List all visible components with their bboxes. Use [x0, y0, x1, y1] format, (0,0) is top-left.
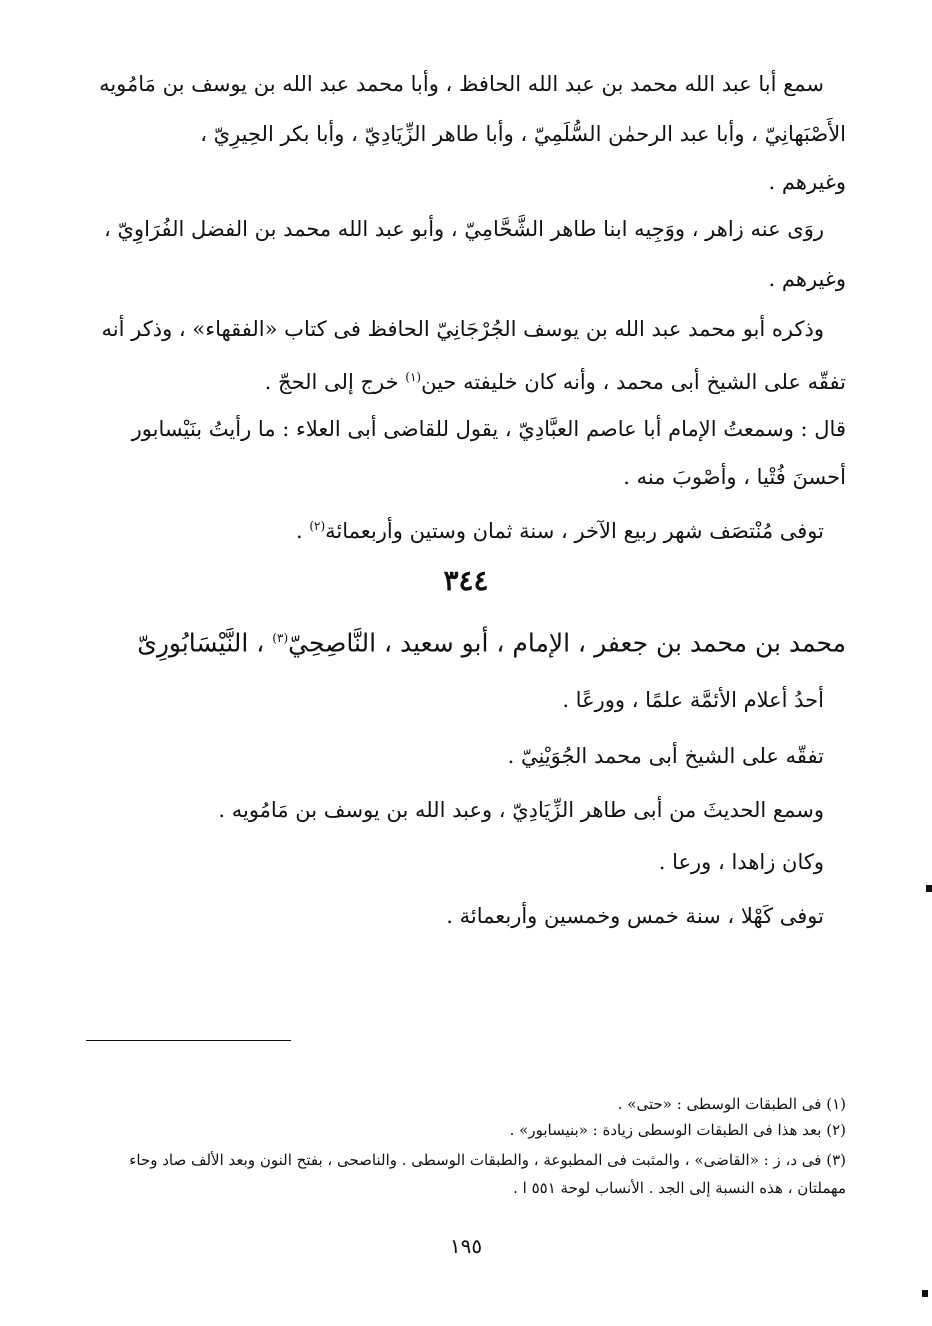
- text-segment: تفقّه على الشيخ أبى محمد ، وأنه كان خليفته حين: [421, 370, 846, 394]
- text-line: وذكره أبو محمد عبد الله بن يوسف الجُرْجَانِيّ الحافظ فى كتاب «الفقهاء» ، وذكر أنه: [101, 317, 824, 341]
- scan-mark: [926, 885, 932, 892]
- text-line: أحسنَ فُتْيا ، وأصْوبَ منه .: [623, 465, 846, 489]
- text-line: وغيرهم .: [768, 170, 846, 194]
- footnote-ref: (٢): [309, 519, 326, 533]
- footnote: (٢) بعد هذا فى الطبقات الوسطى زيادة : «بنيسابور» .: [509, 1121, 846, 1139]
- footnote: (٣) فى د، ز : «القاضى» ، والمثبت فى المطبوعة ، والطبقات الوسطى . والناصحى ، بفتح النون وبعد الألف صاد وحاء: [129, 1151, 846, 1169]
- footnote-ref: (١): [405, 370, 422, 384]
- text-line: قال : وسمعتُ الإمام أبا عاصم العبَّادِيّ ، يقول للقاضى أبى العلاء : ما رأيتُ بنَيْسابور: [131, 417, 846, 441]
- entry-line: توفى كَهْلا ، سنة خمس وخمسين وأربعمائة .: [446, 904, 824, 928]
- text-line: سمع أبا عبد الله محمد بن عبد الله الحافظ ، وأبا محمد عبد الله بن يوسف بن مَامُويه: [99, 72, 824, 96]
- text-segment: خرج إلى الحجّ .: [264, 370, 406, 394]
- footnote-divider: [86, 1040, 291, 1041]
- text-segment: محمد بن محمد بن جعفر ، الإمام ، أبو سعيد ، النَّاصِحِيّ: [288, 628, 846, 658]
- text-segment: .: [295, 519, 310, 543]
- footnote: مهملتان ، هذه النسبة إلى الجد . الأنساب لوحة ٥٥١ ا .: [513, 1179, 846, 1197]
- text-line: [296, 512, 824, 545]
- entry-number: ٣٤٤: [443, 564, 489, 597]
- entry-heading: [137, 624, 846, 657]
- footnote: (١) فى الطبقات الوسطى : «حتى» .: [617, 1095, 846, 1113]
- entry-line: أحدُ أعلام الأئمَّة علمًا ، وورعًا .: [562, 688, 824, 712]
- text-segment: توفى مُنْتصَف شهر ربيع الآخر ، سنة ثمان وستين وأربعمائة: [325, 519, 824, 543]
- scan-mark: [922, 1290, 928, 1297]
- footnote-ref: (٣): [272, 631, 289, 645]
- text-line: روَى عنه زاهر ، ووَجِيه ابنا طاهر الشَّحَّامِيّ ، وأبو عبد الله محمد بن الفضل الفُرَاوِيّ ،: [104, 217, 824, 241]
- text-segment: ، النَّيْسَابُورِىّ: [137, 628, 273, 658]
- page-number: ١٩٥: [449, 1234, 483, 1258]
- text-line: وغيرهم .: [768, 267, 846, 291]
- entry-line: وسمع الحديثَ من أبى طاهر الزِّيَادِيّ ، وعبد الله بن يوسف بن مَامُويه .: [218, 798, 824, 822]
- entry-line: وكان زاهدا ، ورعا .: [658, 850, 824, 874]
- entry-line: تفقّه على الشيخ أبى محمد الجُوَيْنِيّ .: [507, 744, 824, 768]
- text-line: الأَصْبَهانِيّ ، وأبا عبد الرحمٰن السُّلَمِيّ ، وأبا طاهر الزِّيَادِيّ ، وأبا بكر الحِيرِيّ ،: [200, 122, 846, 146]
- text-line: [265, 363, 846, 396]
